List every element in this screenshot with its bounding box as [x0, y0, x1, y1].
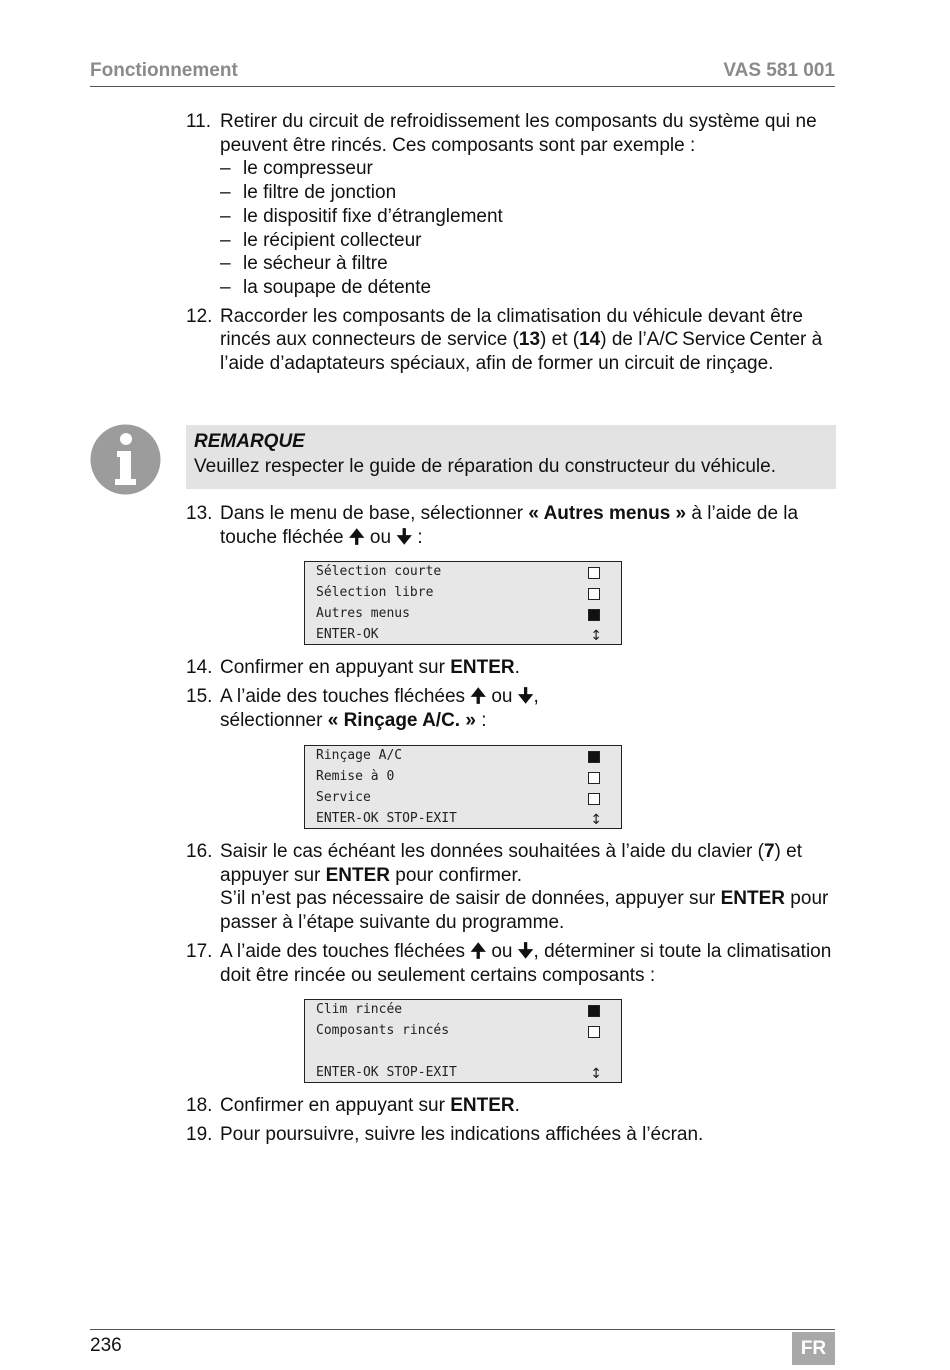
checkbox-icon: [588, 772, 600, 784]
note-box: [186, 425, 836, 489]
arrow-down-icon: 🠋: [517, 686, 534, 707]
list-item: – le dispositif fixe d’étranglement: [220, 205, 503, 227]
list-item: – la soupape de détente: [220, 276, 432, 298]
arrow-down-icon: 🠋: [396, 526, 413, 548]
note-body: Veuillez respecter le guide de réparation du constructeur du véhicule.: [194, 456, 776, 477]
language-badge: FR: [792, 1332, 835, 1365]
step-17: 17. A l’aide des touches fléchées 🠉 ou 🠋, déterminer si toute la climatisation doit être rincée ou seulement certains composants :: [186, 941, 832, 986]
checkbox-icon: [588, 567, 600, 579]
step-15: 15. A l’aide des touches fléchées 🠉 ou 🠋, sélectionner « Rinçage A/C. » :: [186, 686, 539, 731]
step-14: 14. Confirmer en appuyant sur ENTER.: [186, 657, 520, 678]
step-number: 13.: [186, 503, 213, 524]
lcd-display-main-menu: Sélection courte Sélection libre Autres menus ENTER-OK ↕: [304, 561, 622, 645]
up-down-arrow-icon: ↕: [590, 1066, 602, 1082]
page-footer: [90, 1329, 835, 1359]
up-down-arrow-icon: ↕: [590, 628, 602, 644]
arrow-up-icon: 🠉: [470, 941, 487, 962]
lcd-display-rinse-scope: Clim rincée Composants rincés ENTER-OK STOP-EXIT ↕: [304, 999, 622, 1083]
step-text: Retirer du circuit de refroidissement les composants du système qui ne peuvent être rincés. Ces composants sont par exemple :: [220, 111, 817, 156]
product-code: VAS 581 001: [723, 60, 835, 81]
checkbox-icon: [588, 793, 600, 805]
steps-11-12: [186, 110, 838, 376]
checkbox-selected-icon: [588, 609, 600, 621]
step-number: 12.: [186, 305, 213, 327]
info-icon: [90, 424, 161, 495]
step-number: 11.: [186, 111, 212, 132]
component-list: [220, 157, 838, 299]
step-18: 18. Confirmer en appuyant sur ENTER.: [186, 1095, 520, 1116]
checkbox-selected-icon: [588, 1005, 600, 1017]
up-down-arrow-icon: ↕: [590, 812, 602, 828]
step-16: 16. Saisir le cas échéant les données souhaitées à l’aide du clavier (7) et appuyer sur ENTER pour confirmer. S’il n’est pas nécessaire de saisir de données, appuyer sur ENTER pour passer à l’étape suivante du programme.: [186, 841, 829, 934]
checkbox-selected-icon: [588, 751, 600, 763]
step-19: 19. Pour poursuivre, suivre les indications affichées à l’écran.: [186, 1124, 704, 1145]
step-13: [186, 502, 838, 549]
list-item: – le sécheur à filtre: [220, 253, 388, 275]
list-item: – le filtre de jonction: [220, 182, 397, 204]
checkbox-icon: [588, 1026, 600, 1038]
list-item: – le récipient collecteur: [220, 229, 422, 251]
page-header: [90, 60, 835, 87]
arrow-up-icon: 🠉: [470, 686, 487, 707]
lcd-display-rinse-menu: Rinçage A/C Remise à 0 Service ENTER-OK STOP-EXIT ↕: [304, 745, 622, 829]
page-number: 236: [90, 1335, 122, 1356]
step-12: [186, 305, 838, 376]
arrow-up-icon: 🠉: [348, 526, 365, 548]
step-11: [186, 110, 838, 300]
step-text: Raccorder les composants de la climatisation du véhicule devant être rincés aux connecteurs de service (13) et (14) de l’A/C Service Center à l’aide d’adaptateurs spéciaux, afin de former un circuit de rinçage.: [220, 305, 823, 375]
list-item: – le compresseur: [220, 158, 373, 180]
section-title: Fonctionnement: [90, 60, 238, 81]
note-title: REMARQUE: [194, 431, 305, 452]
step-text: Dans le menu de base, sélectionner « Autres menus » à l’aide de la touche fléchée 🠉 ou 🠋 :: [220, 503, 799, 548]
arrow-down-icon: 🠋: [517, 941, 534, 962]
checkbox-icon: [588, 588, 600, 600]
